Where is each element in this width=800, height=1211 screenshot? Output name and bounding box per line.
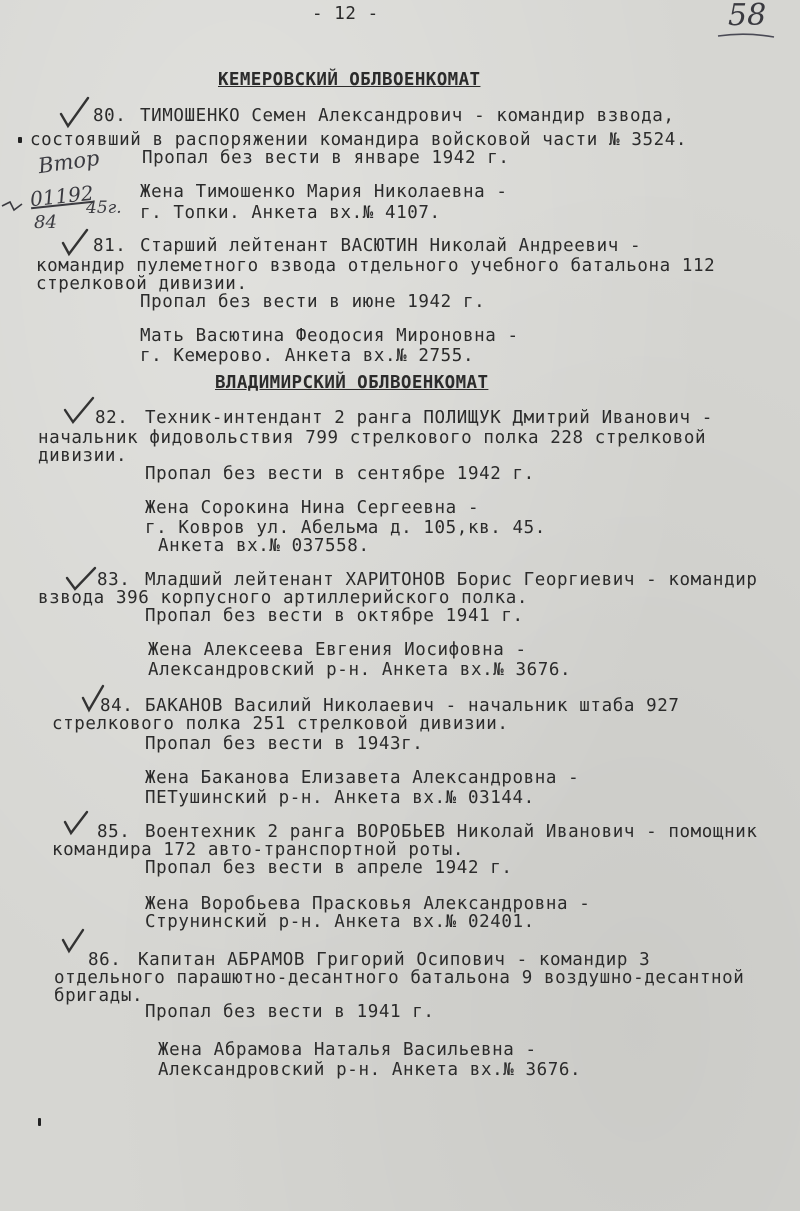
entry-86-number: 86. [88, 950, 122, 970]
page-number: - 12 - [312, 4, 379, 24]
entry-84-relative-2: ПЕТушинский р-н. Анкета вх.№ 03144. [145, 788, 535, 808]
check-mark-icon [62, 396, 96, 426]
entry-83-relative-1: Жена Алексеева Евгения Иосифовна - [148, 640, 527, 660]
entry-83-line-3: Пропал без вести в октябре 1941 г. [145, 606, 524, 626]
entry-80-line-1: ТИМОШЕНКО Семен Александрович - командир взвода, [140, 106, 675, 126]
entry-80-line-3: Пропал без вести в январе 1942 г. [142, 148, 510, 168]
entry-85-line-1: Воентехник 2 ранга ВОРОБЬЕВ Николай Иванович - помощник [145, 822, 758, 842]
entry-80-relative-1: Жена Тимошенко Мария Николаевна - [140, 182, 508, 202]
check-mark-icon [60, 228, 90, 258]
entry-83-relative-2: Александровский р-н. Анкета вх.№ 3676. [148, 660, 572, 680]
entry-82-line-2: начальник фидовольствия 799 стрелкового полка 228 стрелковой [38, 428, 707, 448]
entry-84-relative-1: Жена Баканова Елизавета Александровна - [145, 768, 580, 788]
entry-81-line-3: стрелковой дивизии. [36, 274, 248, 294]
entry-82-relative-2: г. Ковров ул. Абельма д. 105,кв. 45. [145, 518, 546, 538]
entry-83-number: 83. [97, 570, 131, 590]
check-mark-icon [62, 810, 90, 836]
check-mark-icon [60, 928, 86, 954]
margin-note-number: 01192 [28, 180, 95, 212]
entry-81-number: 81. [93, 236, 127, 256]
entry-86-relative-1: Жена Абрамова Наталья Васильевна - [158, 1040, 537, 1060]
margin-note-vtor: Втор [36, 145, 101, 179]
entry-82-line-3: дивизии. [38, 446, 128, 466]
margin-dot [38, 1118, 41, 1126]
entry-83-line-2: взвода 396 корпусного артиллерийского полка. [38, 588, 528, 608]
entry-86-line-3: бригады. [54, 986, 144, 1006]
entry-82-relative-3: Анкета вх.№ 037558. [158, 536, 370, 556]
margin-dot [18, 137, 22, 143]
entry-85-number: 85. [97, 822, 131, 842]
entry-84-number: 84. [100, 696, 134, 716]
entry-81-relative-2: г. Кемерово. Анкета вх.№ 2755. [140, 346, 475, 366]
sheet-number-underline [716, 30, 776, 40]
entry-82-relative-1: Жена Сорокина Нина Сергеевна - [145, 498, 480, 518]
entry-84-line-1: БАКАНОВ Василий Николаевич - начальник штаба 927 [145, 696, 680, 716]
entry-82-line-1: Техник-интендант 2 ранга ПОЛИЩУК Дмитрий Иванович - [145, 408, 713, 428]
margin-note-sub: 84 [34, 212, 57, 233]
entry-81-line-2: командир пулеметного взвода отдельного учебного батальона 112 [36, 256, 716, 276]
section-heading-vladimir: ВЛАДИМИРСКИЙ ОБЛВОЕНКОМАТ [215, 373, 489, 393]
entry-84-line-3: Пропал без вести в 1943г. [145, 734, 424, 754]
entry-80-number: 80. [93, 106, 127, 126]
margin-note-year: 45г. [86, 198, 122, 218]
section-heading-kemerovo: КЕМЕРОВСКИЙ ОБЛВОЕНКОМАТ [218, 70, 481, 90]
entry-82-number: 82. [95, 408, 129, 428]
entry-85-line-3: Пропал без вести в апреле 1942 г. [145, 858, 513, 878]
entry-81-line-1: Старший лейтенант ВАСЮТИН Николай Андреевич - [140, 236, 642, 256]
entry-86-line-4: Пропал без вести в 1941 г. [145, 1002, 435, 1022]
entry-86-line-2: отдельного парашютно-десантного батальона 9 воздушно-десантной [54, 968, 745, 988]
entry-81-relative-1: Мать Васютина Феодосия Мироновна - [140, 326, 519, 346]
entry-80-line-2: состоявший в распоряжении командира войсковой части № 3524. [30, 130, 688, 150]
entry-85-line-2: командира 172 авто-транспортной роты. [52, 840, 465, 860]
entry-85-relative-2: Струнинский р-н. Анкета вх.№ 02401. [145, 912, 535, 932]
entry-83-line-1: Младший лейтенант ХАРИТОНОВ Борис Георгиевич - командир [145, 570, 758, 590]
sheet-number: 58 [728, 0, 767, 33]
entry-80-relative-2: г. Топки. Анкета вх.№ 4107. [140, 203, 441, 223]
entry-82-line-4: Пропал без вести в сентябре 1942 г. [145, 464, 535, 484]
entry-81-line-4: Пропал без вести в июне 1942 г. [140, 292, 486, 312]
entry-85-relative-1: Жена Воробьева Прасковья Александровна - [145, 894, 591, 914]
entry-84-line-2: стрелкового полка 251 стрелковой дивизии. [52, 714, 509, 734]
check-mark-icon [58, 96, 92, 130]
margin-note-mark-icon [0, 196, 28, 216]
entry-86-line-1: Капитан АБРАМОВ Григорий Осипович - командир 3 [138, 950, 651, 970]
entry-86-relative-2: Александровский р-н. Анкета вх.№ 3676. [158, 1060, 582, 1080]
